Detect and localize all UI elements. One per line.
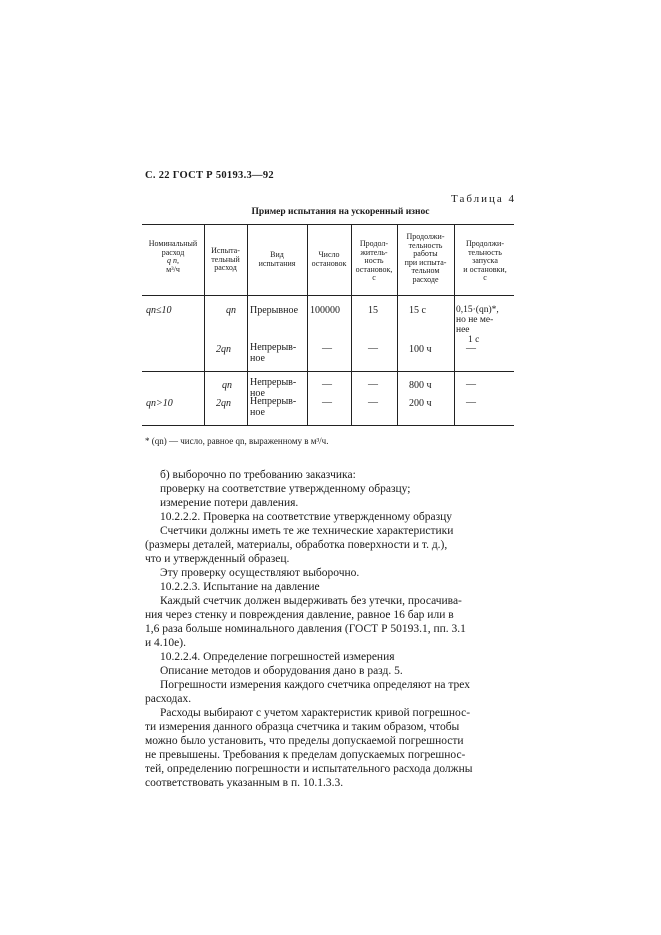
body-line: 1,6 раза больше номинального давления (ГОСТ Р 50193.1, пп. 3.1	[145, 623, 466, 635]
body-line: 10.2.2.2. Проверка на соответствие утвержденному образцу	[160, 511, 453, 523]
table-cell: 2qn	[216, 398, 231, 409]
body-line: Каждый счетчик должен выдерживать без утечки, просачива-	[160, 595, 462, 607]
col-header-test-type: Вид испытания	[258, 250, 296, 268]
table-cell: —	[466, 379, 476, 390]
table-cell: —	[466, 397, 476, 408]
body-line: можно было установить, что пределы допускаемой погрешности	[145, 735, 464, 747]
body-line: Эту проверку осуществляют выборочно.	[160, 567, 360, 579]
body-line: 10.2.2.3. Испытание на давление	[160, 581, 320, 593]
table-cell: Непрерыв- ное	[250, 377, 297, 399]
table-top-rule	[142, 224, 514, 225]
body-line: (размеры деталей, материалы, обработка поверхности и т. д.),	[145, 539, 448, 551]
table-cell: 200 ч	[409, 398, 432, 409]
table-cell: —	[322, 343, 332, 354]
col-header-stops: Число остановок	[311, 250, 347, 268]
group-divider-rule	[142, 371, 514, 372]
table-cell: qn	[222, 380, 232, 391]
page-header: С. 22 ГОСТ Р 50193.3—92	[145, 170, 274, 181]
table-cell: 15 с	[409, 305, 426, 316]
body-line: тей, определению погрешности и испытательного расхода должны	[145, 763, 473, 775]
body-line: не превышены. Требования к пределам допускаемых погрешнос-	[145, 749, 466, 761]
table-cell: 100 ч	[409, 344, 432, 355]
table-cell: qn	[226, 305, 236, 316]
col-header-test-rate: Испыта- тельный расход	[211, 246, 240, 272]
col-header-nominal: Номинальный расход q n, м³/ч	[148, 239, 198, 274]
table-number: Таблица 4	[451, 193, 517, 205]
body-line: ния через стенку и повреждения давление, равное 16 бар или в	[145, 609, 454, 621]
body-line: Счетчики должны иметь те же технические характеристики	[160, 525, 454, 537]
group2-nominal: qn>10	[146, 398, 173, 409]
table-cell: —	[322, 379, 332, 390]
table-title: Пример испытания на ускоренный износ	[251, 207, 430, 217]
table-cell: 800 ч	[409, 380, 432, 391]
col-header-work-duration: Продолжи- тельность работы при испыта- тельном расходе	[404, 232, 447, 284]
table-cell: 100000	[310, 305, 340, 316]
table-cell: 0,15·(qn)*, но не ме- нее 1 с	[456, 305, 499, 345]
table-footnote: * (qn) — число, равное qn, выраженному в м³/ч.	[145, 436, 329, 446]
body-line: проверку на соответствие утвержденному образцу;	[160, 483, 411, 495]
table-cell: —	[368, 397, 378, 408]
table-bottom-rule	[142, 425, 514, 426]
table-cell: —	[322, 397, 332, 408]
table-cell: —	[368, 343, 378, 354]
body-line: расходах.	[145, 693, 192, 705]
col-header-stop-duration: Продол- житель- ность остановок, с	[355, 239, 393, 282]
table-cell: Прерывное	[250, 305, 299, 316]
table-cell: —	[466, 343, 476, 354]
body-line: Погрешности измерения каждого счетчика определяют на трех	[160, 679, 470, 691]
table-cell: Непрерыв- ное	[250, 342, 297, 364]
body-line: соответствовать указанным в п. 10.1.3.3.	[145, 777, 344, 789]
header-bottom-rule	[142, 295, 514, 296]
body-line: Описание методов и оборудования дано в разд. 5.	[160, 665, 403, 677]
body-line: б) выборочно по требованию заказчика:	[160, 469, 356, 481]
body-line: ти измерения данного образца счетчика и таким образом, чтобы	[145, 721, 460, 733]
body-line: измерение потери давления.	[160, 497, 299, 509]
table-cell: —	[368, 379, 378, 390]
table-cell: Непрерыв- ное	[250, 396, 297, 418]
col-header-start-duration: Продолжи- тельность запуска и остановки, с	[463, 239, 507, 282]
table-cell: 2qn	[216, 344, 231, 355]
body-line: и 4.10е).	[145, 637, 186, 649]
body-line: 10.2.2.4. Определение погрешностей измерения	[160, 651, 395, 663]
group1-nominal: qn≤10	[146, 305, 172, 316]
body-line: Расходы выбирают с учетом характеристик кривой погрешнос-	[160, 707, 471, 719]
body-line: что и утвержденный образец.	[145, 553, 290, 565]
table-cell: 15	[368, 305, 378, 316]
